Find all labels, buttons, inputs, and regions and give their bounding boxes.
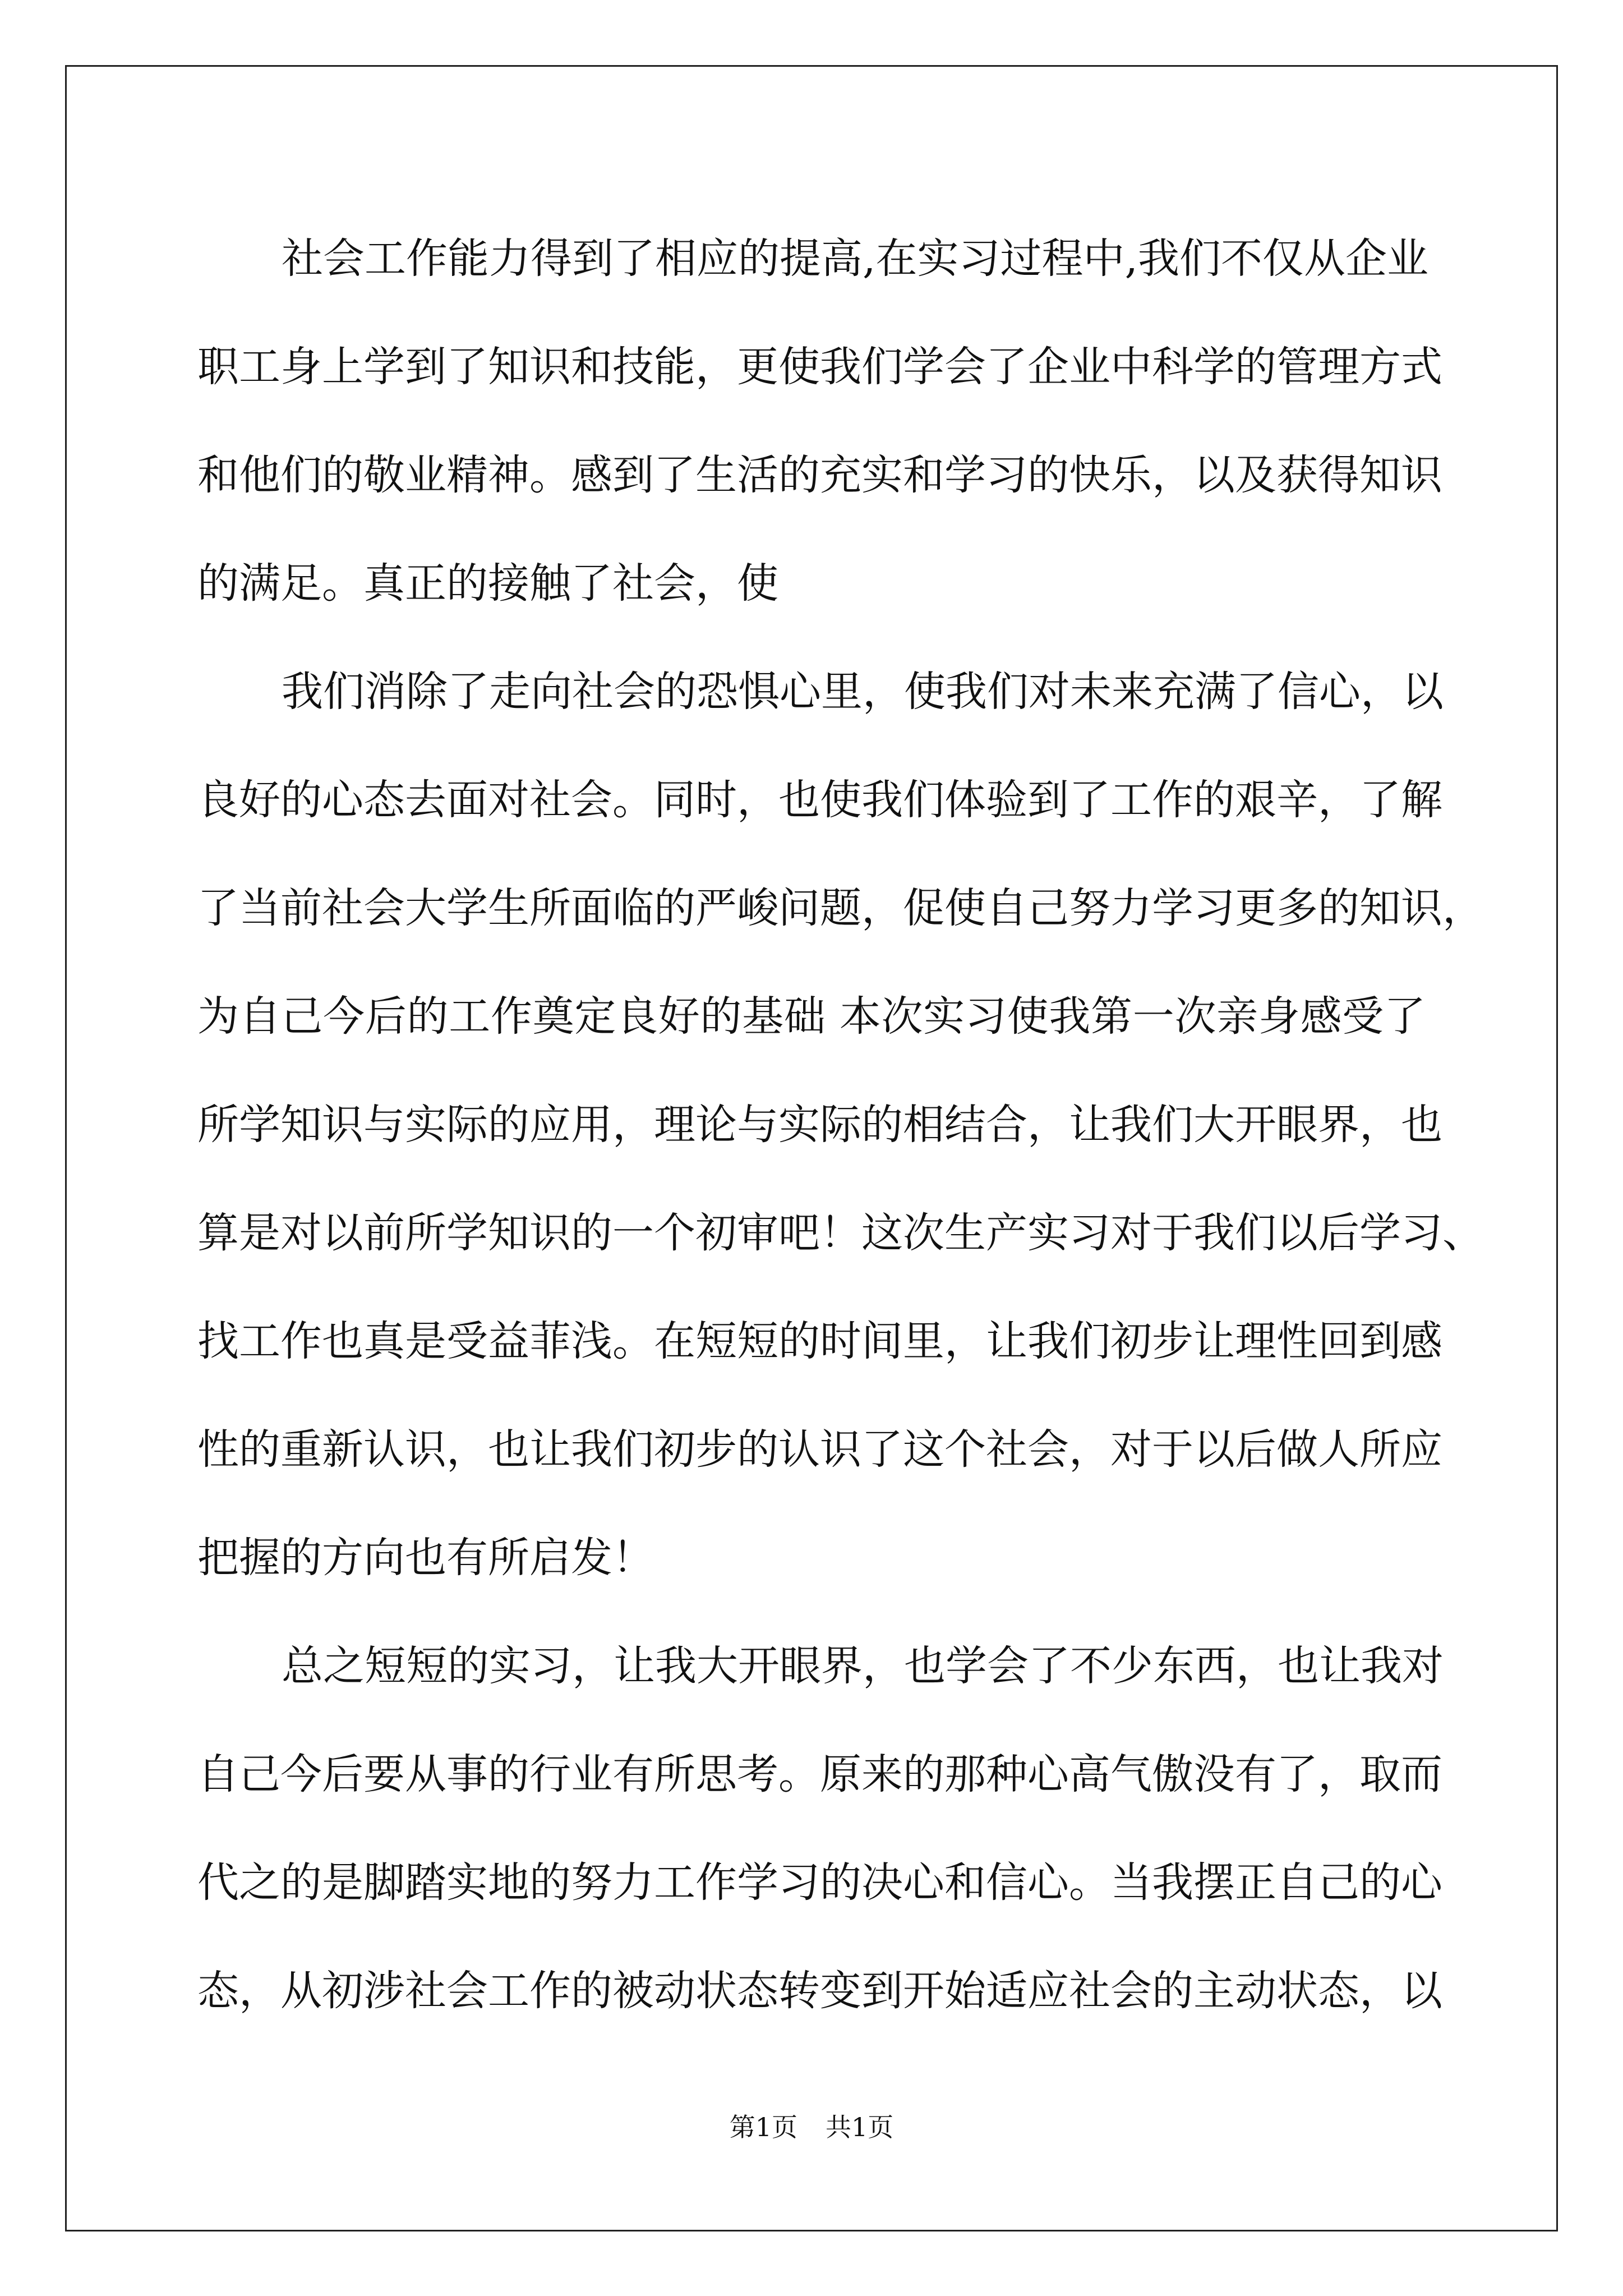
text-line: 我们消除了走向社会的恐惧心里，使我们对未来充满了信心，以 [282,668,1444,716]
text-line: 良好的心态去面对社会。同时，也使我们体验到了工作的艰辛，了解 [197,776,1442,824]
text-line: 所学知识与实际的应用，理论与实际的相结合，让我们大开眼界，也 [197,1101,1442,1149]
document-body [197,205,1484,2045]
text-line: 为自己今后的工作奠定良好的基础 本次实习使我第一次亲身感受了 [197,992,1426,1041]
text-line: 算是对以前所学知识的一个初审吧！这次生产实习对于我们以后学习、 [197,1209,1484,1257]
text-line: 自己今后要从事的行业有所思考。原来的那种心高气傲没有了，取而 [197,1750,1442,1798]
text-line: 代之的是脚踏实地的努力工作学习的决心和信心。当我摆正自己的心 [197,1858,1442,1907]
text-line: 性的重新认识，也让我们初步的认识了这个社会，对于以后做人所应 [197,1425,1442,1474]
text-line: 了当前社会大学生所面临的严峻问题，促使自己努力学习更多的知识， [197,884,1484,932]
text-line: 社会工作能力得到了相应的提高,在实习过程中,我们不仅从企业 [282,234,1429,283]
page-total: 共1页 [826,2112,894,2142]
text-line: 找工作也真是受益菲浅。在短短的时间里，让我们初步让理性回到感 [197,1317,1442,1365]
text-line: 的满足。真正的接触了社会，使 [197,559,778,608]
text-line: 和他们的敬业精神。感到了生活的充实和学习的快乐，以及获得知识 [197,451,1442,499]
page-number: 第1页 [729,2112,797,2142]
text-line: 把握的方向也有所启发！ [197,1534,654,1582]
text-line: 态，从初涉社会工作的被动状态转变到开始适应社会的主动状态，以 [197,1967,1442,2015]
text-line: 总之短短的实习，让我大开眼界，也学会了不少东西，也让我对 [282,1642,1444,1690]
page-footer [0,2110,1623,2144]
text-line: 职工身上学到了知识和技能，更使我们学会了企业中科学的管理方式 [197,343,1442,391]
